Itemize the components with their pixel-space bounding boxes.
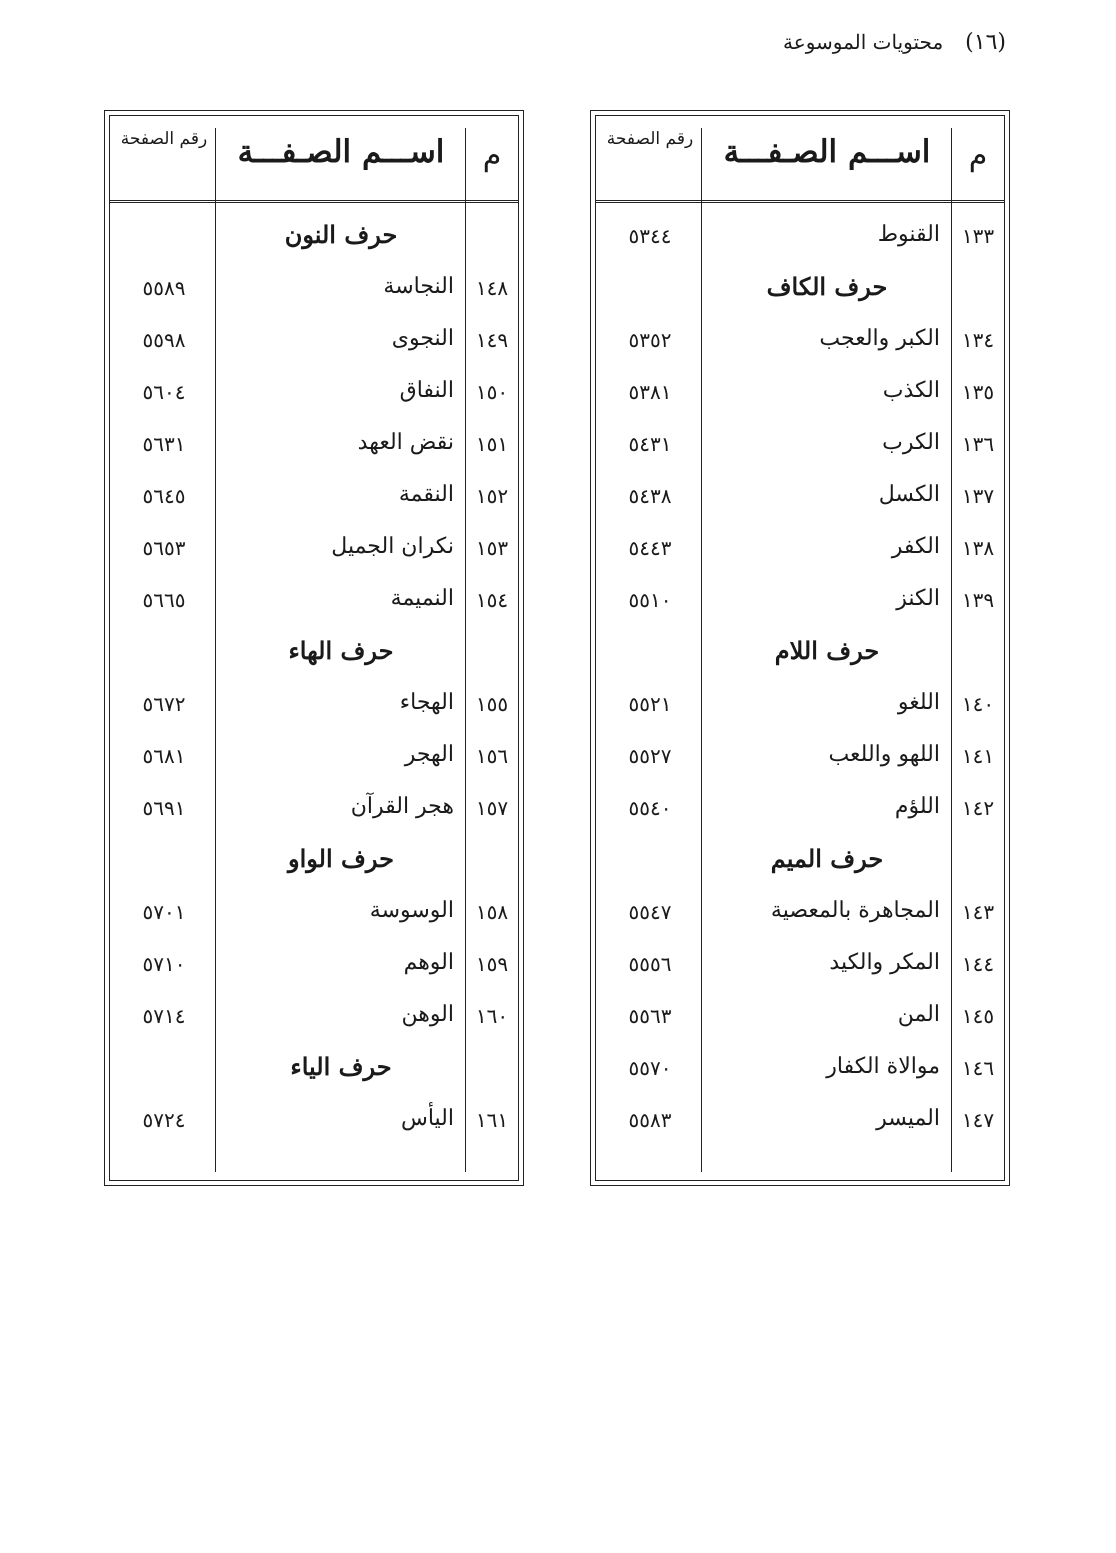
entry-name: اللهو واللعب — [828, 742, 940, 767]
entry-page: ٥٥٤٧ — [628, 900, 672, 924]
entry-page: ٥٥٥٦ — [628, 952, 672, 976]
table-rows — [596, 212, 1004, 1148]
table-row — [596, 732, 1004, 784]
section-heading: حرف اللام — [774, 636, 880, 665]
entry-page: ٥٥٨٩ — [142, 276, 186, 300]
entry-name: الكرب — [882, 430, 940, 455]
table-row — [110, 1096, 518, 1148]
entry-page: ٥٦٧٢ — [142, 692, 186, 716]
section-heading-row — [110, 628, 518, 680]
table-row — [110, 420, 518, 472]
entry-number: ١٤٤ — [961, 952, 995, 976]
header-num: م — [968, 138, 988, 173]
page-header — [783, 30, 1006, 55]
entry-page: ٥٥١٠ — [628, 588, 672, 612]
section-heading: حرف الهاء — [288, 636, 394, 665]
entry-number: ١٥٠ — [475, 380, 509, 404]
table-header — [596, 116, 1004, 203]
entry-number: ١٤٩ — [475, 328, 509, 352]
entry-name: النميمة — [390, 586, 454, 611]
entry-name: المن — [897, 1002, 940, 1027]
entry-page: ٥٦٦٥ — [142, 588, 186, 612]
entry-number: ١٥٤ — [475, 588, 509, 612]
entry-number: ١٤٣ — [961, 900, 995, 924]
entry-page: ٥٧١٠ — [142, 952, 186, 976]
entry-number: ١٣٧ — [961, 484, 995, 508]
entry-page: ٥٦٥٣ — [142, 536, 186, 560]
header-num: م — [482, 138, 502, 173]
entry-page: ٥٥٤٠ — [628, 796, 672, 820]
entry-name: الكبر والعجب — [819, 326, 940, 351]
table-row — [110, 888, 518, 940]
entry-number: ١٦١ — [475, 1108, 509, 1132]
entry-page: ٥٧٠١ — [142, 900, 186, 924]
entry-page: ٥٤٣٨ — [628, 484, 672, 508]
entry-name: هجر القرآن — [350, 794, 454, 819]
entry-page: ٥٦٤٥ — [142, 484, 186, 508]
entry-number: ١٤٢ — [961, 796, 995, 820]
table-row — [110, 368, 518, 420]
table-row — [596, 940, 1004, 992]
entry-page: ٥٥٩٨ — [142, 328, 186, 352]
entry-name: نقض العهد — [357, 430, 454, 455]
entry-name: الهجر — [404, 742, 454, 767]
entry-page: ٥٦٨١ — [142, 744, 186, 768]
entry-page: ٥٤٤٣ — [628, 536, 672, 560]
entry-page: ٥٣٥٢ — [628, 328, 672, 352]
entry-number: ١٣٥ — [961, 380, 995, 404]
entry-number: ١٥٦ — [475, 744, 509, 768]
page-number: (١٦) — [965, 30, 1006, 55]
entry-number: ١٥١ — [475, 432, 509, 456]
entry-page: ٥٦٠٤ — [142, 380, 186, 404]
entry-name: الكذب — [882, 378, 940, 403]
entry-page: ٥٣٨١ — [628, 380, 672, 404]
entry-name: المكر والكيد — [829, 950, 940, 975]
section-heading-row — [596, 628, 1004, 680]
table-row — [110, 576, 518, 628]
table-rows — [110, 212, 518, 1148]
entry-page: ٥٥٦٣ — [628, 1004, 672, 1028]
entry-number: ١٣٩ — [961, 588, 995, 612]
header-name: اســـم الصـفـــة — [723, 134, 931, 170]
entry-number: ١٣٨ — [961, 536, 995, 560]
entry-name: اللؤم — [894, 794, 940, 819]
section-heading-row — [110, 1044, 518, 1096]
table-row — [596, 524, 1004, 576]
section-heading-row — [596, 836, 1004, 888]
entry-page: ٥٧١٤ — [142, 1004, 186, 1028]
table-row — [596, 472, 1004, 524]
entry-number: ١٥٧ — [475, 796, 509, 820]
header-page: رقم الصفحة — [120, 129, 208, 149]
section-heading: حرف الميم — [770, 844, 884, 873]
section-heading: حرف الواو — [288, 844, 394, 873]
section-heading: حرف الياء — [290, 1052, 392, 1081]
entry-name: الهجاء — [399, 690, 454, 715]
table-row — [110, 784, 518, 836]
table-row — [110, 940, 518, 992]
section-heading: حرف النون — [284, 220, 398, 249]
header-name: اســـم الصـفـــة — [237, 134, 445, 170]
table-header — [110, 116, 518, 203]
table-row — [596, 784, 1004, 836]
entry-number: ١٦٠ — [475, 1004, 509, 1028]
entry-page: ٥٥٢١ — [628, 692, 672, 716]
section-heading: حرف الكاف — [766, 272, 888, 301]
table-row — [110, 992, 518, 1044]
table-row — [110, 472, 518, 524]
entry-number: ١٣٣ — [961, 224, 995, 248]
entry-number: ١٥٣ — [475, 536, 509, 560]
entry-number: ١٤١ — [961, 744, 995, 768]
table-row — [110, 680, 518, 732]
entry-number: ١٥٥ — [475, 692, 509, 716]
entry-name: النجوى — [391, 326, 454, 351]
entry-name: الوسوسة — [369, 898, 454, 923]
entry-number: ١٤٨ — [475, 276, 509, 300]
entry-number: ١٤٥ — [961, 1004, 995, 1028]
entry-name: الوهم — [403, 950, 454, 975]
entry-name: النفاق — [399, 378, 454, 403]
entry-page: ٥٥٢٧ — [628, 744, 672, 768]
entry-number: ١٤٧ — [961, 1108, 995, 1132]
entry-number: ١٥٨ — [475, 900, 509, 924]
entry-name: اليأس — [400, 1106, 454, 1131]
table-row — [110, 524, 518, 576]
entry-page: ٥٧٢٤ — [142, 1108, 186, 1132]
entry-name: الكسل — [878, 482, 940, 507]
entry-name: اللغو — [897, 690, 940, 715]
entry-name: القنوط — [877, 222, 940, 247]
entry-name: الوهن — [401, 1002, 454, 1027]
entry-page: ٥٥٨٣ — [628, 1108, 672, 1132]
table-row — [596, 576, 1004, 628]
table-row — [596, 420, 1004, 472]
entry-number: ١٥٩ — [475, 952, 509, 976]
table-row — [596, 1096, 1004, 1148]
entry-name: موالاة الكفار — [826, 1054, 940, 1079]
table-row — [110, 264, 518, 316]
table-row — [596, 1044, 1004, 1096]
entry-name: النجاسة — [383, 274, 454, 299]
entry-name: الكفر — [891, 534, 940, 559]
entry-name: نكران الجميل — [331, 534, 454, 559]
entry-page: ٥٣٤٤ — [628, 224, 672, 248]
table-row — [110, 316, 518, 368]
table-row — [596, 992, 1004, 1044]
entry-number: ١٣٦ — [961, 432, 995, 456]
contents-table-right — [590, 110, 1010, 1186]
entry-page: ٥٥٧٠ — [628, 1056, 672, 1080]
table-row — [596, 888, 1004, 940]
entry-name: الكنز — [896, 586, 940, 611]
entry-name: المجاهرة بالمعصية — [770, 898, 940, 923]
entry-number: ١٤٦ — [961, 1056, 995, 1080]
entry-page: ٥٦٩١ — [142, 796, 186, 820]
entry-number: ١٥٢ — [475, 484, 509, 508]
table-row — [110, 732, 518, 784]
section-heading-row — [596, 264, 1004, 316]
page-title: محتويات الموسوعة — [783, 30, 944, 54]
table-row — [596, 212, 1004, 264]
entry-number: ١٣٤ — [961, 328, 995, 352]
entry-number: ١٤٠ — [961, 692, 995, 716]
table-row — [596, 680, 1004, 732]
entry-name: الميسر — [876, 1106, 940, 1131]
entry-name: النقمة — [398, 482, 454, 507]
section-heading-row — [110, 836, 518, 888]
contents-table-left — [104, 110, 524, 1186]
header-page: رقم الصفحة — [606, 129, 694, 149]
table-row — [596, 368, 1004, 420]
section-heading-row — [110, 212, 518, 264]
entry-page: ٥٤٣١ — [628, 432, 672, 456]
entry-page: ٥٦٣١ — [142, 432, 186, 456]
table-row — [596, 316, 1004, 368]
